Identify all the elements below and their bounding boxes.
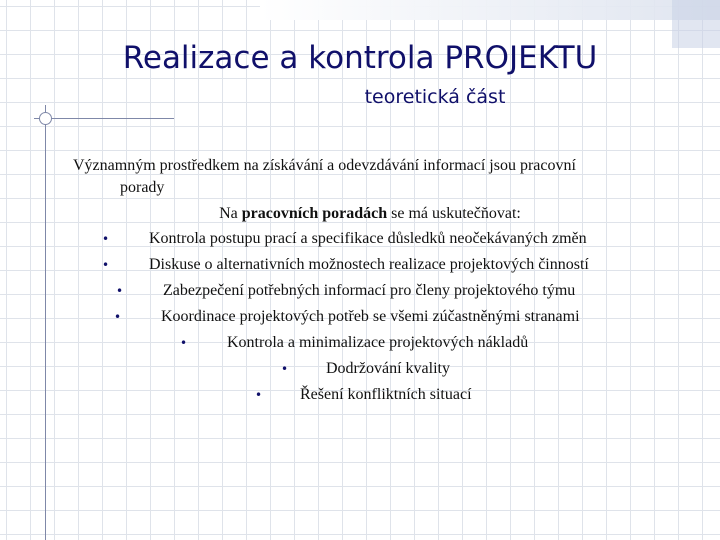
intro-line-1: Významným prostředkem na získávání a odevzdávání informací jsou pracovní <box>73 157 576 174</box>
bullet-icon: • <box>255 388 263 402</box>
list-item-text: Diskuse o alternativních možnostech realizace projektových činností <box>149 256 589 273</box>
bullet-icon: • <box>102 258 110 272</box>
lead-emphasis: pracovních poradách <box>241 205 388 222</box>
intro-paragraph <box>73 155 693 199</box>
horizontal-rule <box>34 118 174 119</box>
bullet-icon: • <box>281 362 289 376</box>
bullet-icon: • <box>180 336 188 350</box>
bullet-icon: • <box>116 284 124 298</box>
list-item-text: Řešení konfliktních situací <box>300 386 472 403</box>
list-item-text: Dodržování kvality <box>326 360 450 377</box>
list-item-text: Kontrola a minimalizace projektových nákladů <box>227 334 529 351</box>
lead-suffix: se má uskutečňovat: <box>391 205 521 222</box>
list-item-text: Kontrola postupu prací a specifikace důsledků neočekávaných změn <box>149 230 587 247</box>
slide-title: Realizace a kontrola PROJEKTU <box>122 40 598 76</box>
lead-sentence <box>0 203 720 225</box>
intro-line-2: porady <box>120 179 165 196</box>
list-item-text: Zabezpečení potřebných informací pro členy projektového týmu <box>163 282 576 299</box>
bullet-icon: • <box>102 232 110 246</box>
lead-prefix: Na <box>219 205 238 222</box>
list-item-text: Koordinace projektových potřeb se všemi zúčastněnými stranami <box>161 308 580 325</box>
bullet-icon: • <box>114 310 122 324</box>
slide-subtitle: teoretická část <box>364 86 506 108</box>
corner-decoration <box>260 0 720 20</box>
rule-ring-ornament <box>39 112 52 125</box>
vertical-rule <box>45 105 46 540</box>
